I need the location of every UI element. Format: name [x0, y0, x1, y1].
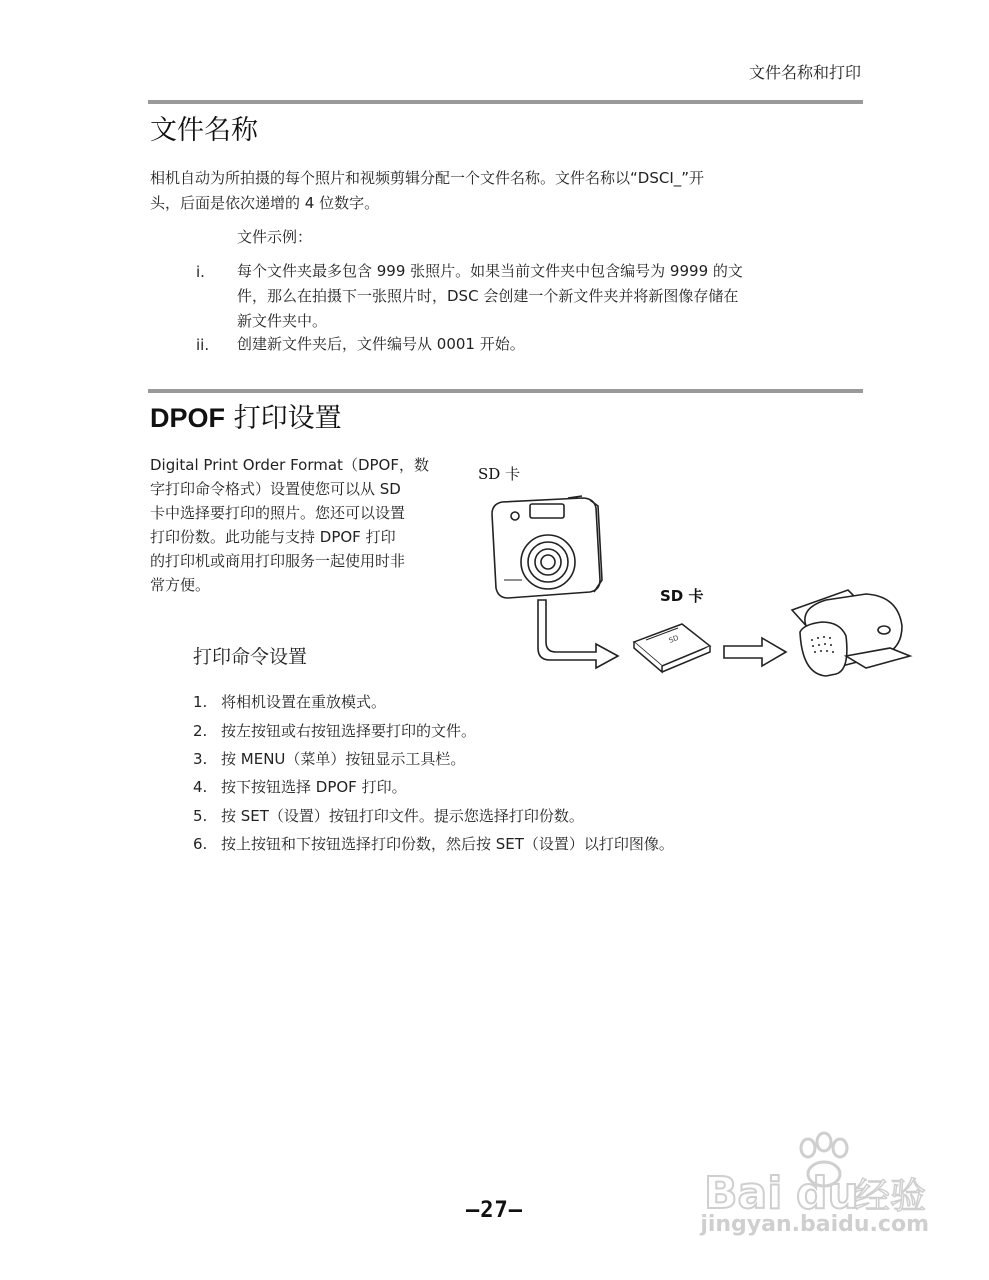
intro-line: 头，后面是依次递增的 4 位数字。 [150, 194, 380, 212]
page-number: –27– [466, 1198, 523, 1223]
step-number: 2. [193, 722, 208, 740]
watermark-url: jingyan.baidu.com [700, 1212, 929, 1237]
camera-icon [492, 496, 602, 598]
step-number: 6. [193, 835, 208, 853]
figure-label-sd-card-top: SD 卡 [478, 465, 521, 483]
list-item [193, 720, 476, 741]
file-name-intro [150, 166, 850, 216]
intro-line: 字打印命令格式）设置使您可以从 SD [150, 480, 401, 498]
svg-text:SD: SD [667, 633, 680, 645]
step-text: 按左按钮或右按钮选择要打印的文件。 [221, 722, 477, 740]
list-item-line: 每个文件夹最多包含 999 张照片。如果当前文件夹中包含编号为 9999 的文 [237, 262, 743, 280]
intro-line: 相机自动为所拍摄的每个照片和视频剪辑分配一个文件名称。文件名称以“DSCI_”开 [150, 169, 705, 187]
list-item [237, 332, 857, 357]
dpof-intro [150, 453, 470, 597]
running-header: 文件名称和打印 [748, 63, 861, 82]
dpof-print-figure [470, 480, 920, 700]
intro-line: 卡中选择要打印的照片。您还可以设置 [150, 504, 406, 522]
step-number: 4. [193, 778, 208, 796]
step-text: 按 MENU（菜单）按钮显示工具栏。 [221, 750, 466, 768]
intro-line: 打印份数。此功能与支持 DPOF 打印 [150, 528, 396, 546]
step-number: 3. [193, 750, 208, 768]
figure-label-sd-card: SD 卡 [660, 587, 704, 605]
list-item [193, 776, 407, 797]
sd-card-icon [634, 624, 710, 672]
step-text: 按下按钮选择 DPOF 打印。 [221, 778, 407, 796]
example-heading: 文件示例： [237, 228, 313, 246]
list-item [237, 259, 857, 334]
section-divider-1 [148, 100, 863, 104]
section-title-dpof [150, 396, 342, 435]
intro-line: Digital Print Order Format（DPOF，数 [150, 456, 429, 474]
dpof-title-bold: DPOF [150, 403, 226, 433]
list-item-line: 新文件夹中。 [237, 312, 328, 330]
svg-text:Bai: Bai [704, 1168, 783, 1219]
step-text: 将相机设置在重放模式。 [221, 693, 387, 711]
list-item [193, 805, 584, 826]
print-order-subheading: 打印命令设置 [193, 646, 308, 668]
list-item-line: 件，那么在拍摄下一张照片时，DSC 会创建一个新文件夹并将新图像存储在 [237, 287, 739, 305]
arrow-card-to-printer [724, 638, 786, 666]
step-number: 1. [193, 693, 208, 711]
svg-text:经验: 经验 [854, 1176, 927, 1217]
section-title-file-name: 文件名称 [150, 115, 258, 146]
section-divider-2 [148, 389, 863, 393]
intro-line: 常方便。 [150, 576, 211, 594]
list-item [193, 691, 386, 712]
list-marker: ii. [196, 336, 210, 354]
list-item [193, 833, 674, 854]
list-item-line: 创建新文件夹后，文件编号从 0001 开始。 [237, 335, 525, 353]
dpof-title-rest: 打印设置 [225, 403, 342, 434]
step-text: 按 SET（设置）按钮打印文件。提示您选择打印份数。 [221, 807, 584, 825]
list-item [193, 748, 465, 769]
step-text: 按上按钮和下按钮选择打印份数，然后按 SET（设置）以打印图像。 [221, 835, 674, 853]
printer-icon [792, 590, 910, 676]
arrow-camera-to-card [538, 600, 618, 668]
list-marker: i. [196, 263, 205, 281]
intro-line: 的打印机或商用打印服务一起使用时非 [150, 552, 406, 570]
baidu-jingyan-watermark [704, 1128, 934, 1258]
step-number: 5. [193, 807, 208, 825]
svg-text:du: du [796, 1168, 859, 1219]
